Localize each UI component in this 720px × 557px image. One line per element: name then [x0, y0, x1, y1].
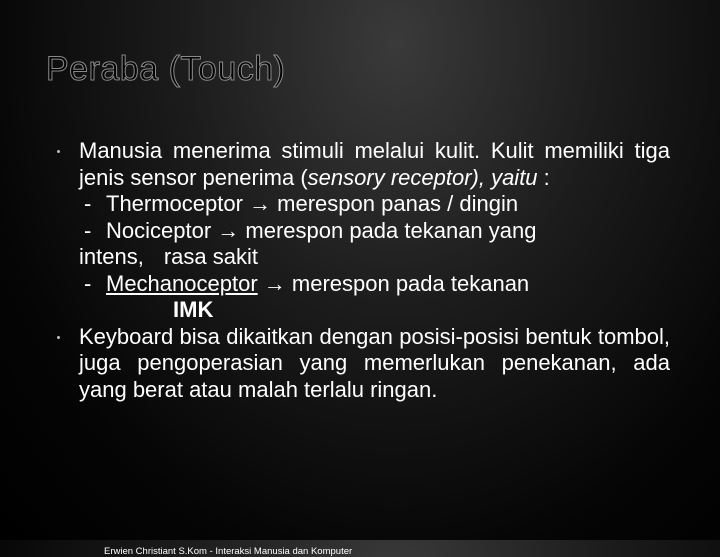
receptor-intro-text: Manusia menerima stimuli melalui kulit. Kulit memiliki tiga jenis sensor penerima (	[79, 138, 670, 190]
receptor-intro	[79, 138, 670, 191]
dash-marker: -	[84, 217, 92, 243]
imk-line	[79, 297, 670, 324]
nociceptor-continuation-intens: intens,	[79, 244, 144, 269]
receptor-nociceptor-continuation	[79, 244, 670, 271]
receptor-mechanoceptor-text: → merespon pada tekanan	[257, 270, 530, 296]
bullet-item-keyboard	[56, 324, 670, 404]
dash-marker: -	[84, 191, 92, 216]
slide-footer: Erwien Christiant S.Kom - Interaksi Manusia dan Komputer	[104, 546, 353, 557]
receptor-intro-italic: sensory receptor), yaitu	[307, 164, 538, 190]
slide-content	[56, 138, 670, 403]
receptor-nociceptor	[79, 218, 670, 245]
receptor-thermoceptor	[79, 191, 670, 218]
bullet-dot-icon	[57, 150, 60, 153]
bullet-item-touch-receptors	[56, 138, 670, 324]
receptor-mechanoceptor	[79, 271, 670, 298]
dash-marker: -	[84, 270, 92, 296]
receptor-nociceptor-text: Nociceptor → merespon pada tekanan yang	[106, 217, 537, 243]
slide-title: Peraba (Touch)	[46, 50, 286, 88]
receptor-mechanoceptor-name: Mechanoceptor	[106, 270, 258, 296]
receptor-intro-colon: :	[537, 164, 550, 190]
bullet-dot-icon	[57, 336, 60, 339]
keyboard-text: Keyboard bisa dikaitkan dengan posisi-posisi bentuk tombol, juga pengoperasian yang memerlukan penekanan, ada yang berat atau malah terlalu ringan.	[79, 323, 670, 402]
nociceptor-continuation-pain: rasa sakit	[163, 244, 258, 269]
imk-label: IMK	[173, 297, 214, 322]
receptor-thermoceptor-text: Thermoceptor → merespon panas / dingin	[106, 191, 519, 216]
